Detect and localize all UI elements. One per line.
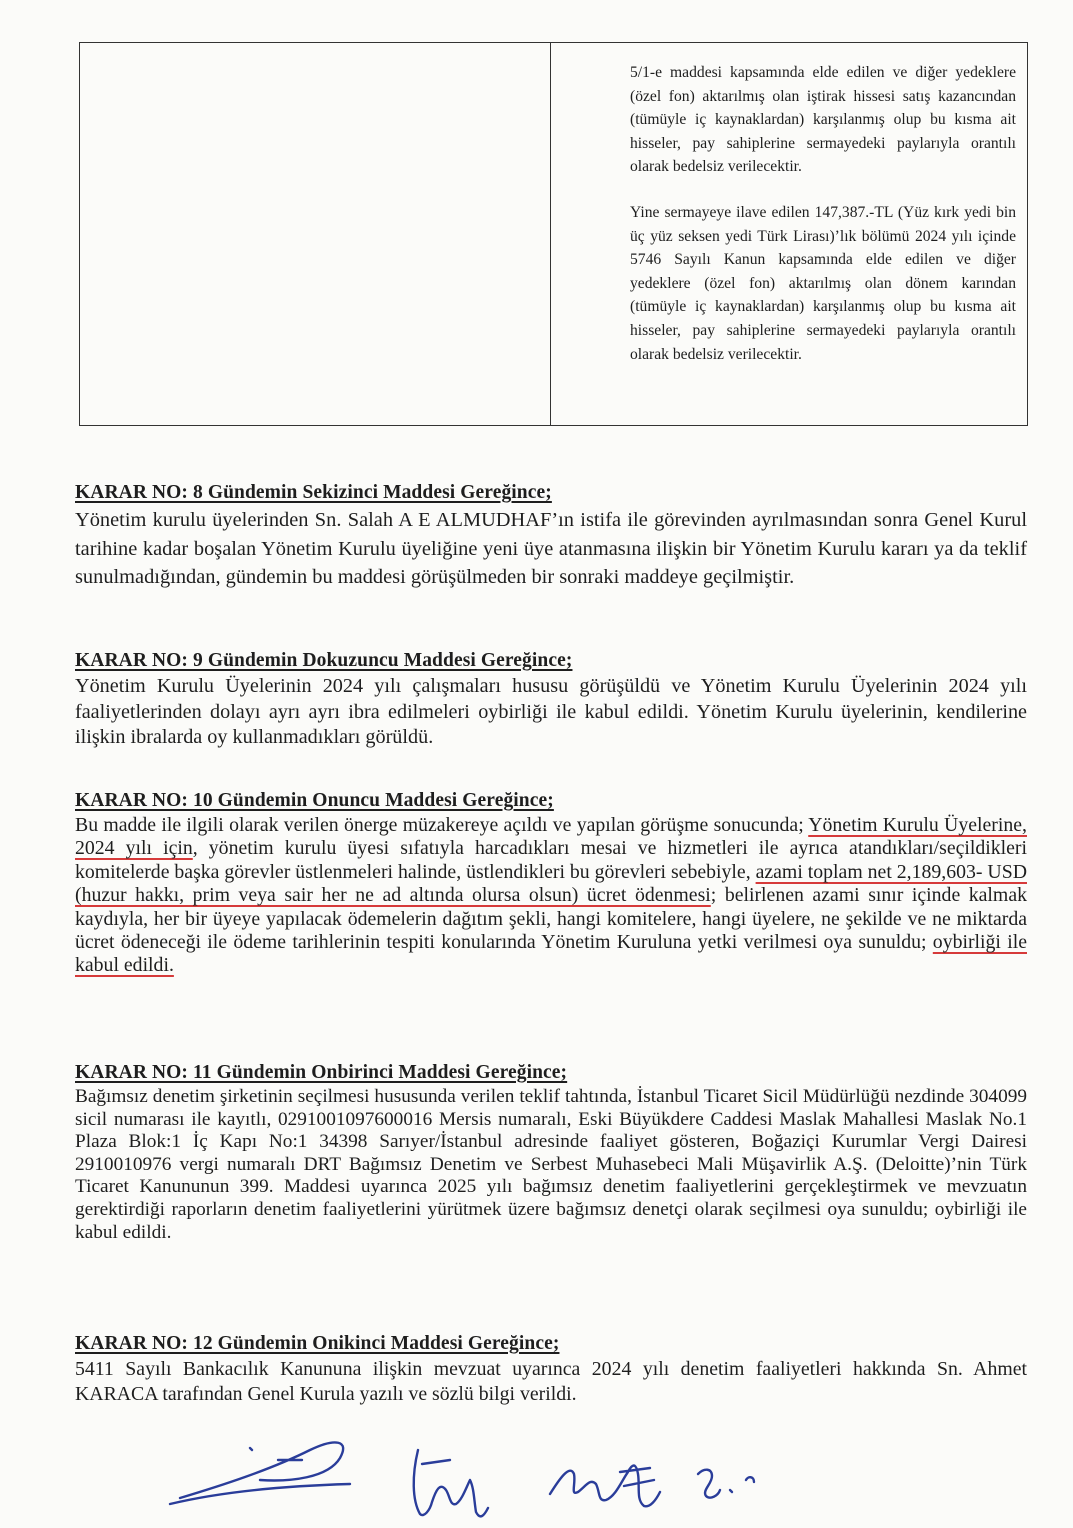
decision-9: [75, 650, 1027, 751]
table-paragraph-1: 5/1-e maddesi kapsamında elde edilen ve diğer yedeklere (özel fon) aktarılmış olan iştirak hissesi satış kazancından (tümüyle iç kaynaklardan) karşılanmış olup bu kısma ait hisseler, pay sahiplerine sermayedeki paylarıyla orantılı olarak bedelsiz verilecektir.: [630, 64, 1016, 176]
decision-8-body: Yönetim kurulu üyelerinden Sn. Salah A E ALMUDHAF’ın istifa ile görevinden ayrılmasından sonra Genel Kurul tarihine kadar boşalan Yönetim Kurulu üyeliğine yeni üye atanmasına ilişkin bir Yönetim Kurulu kararı ya da teklif sunulmadığından, gündemin bu maddesi görüşülmeden bir sonraki maddeye geçilmiştir.: [75, 509, 1027, 589]
signature-2: [414, 1450, 488, 1516]
decision-10-text-1: Bu madde ile ilgili olarak verilen önerge müzakereye açıldı ve yapılan görüşme sonucunda;: [75, 814, 809, 836]
decision-11-heading: KARAR NO: 11 Gündemin Onbirinci Maddesi Gereğince;: [75, 1062, 568, 1083]
decision-12-heading: KARAR NO: 12 Gündemin Onikinci Maddesi Gereğince;: [75, 1333, 560, 1354]
decision-12-body: 5411 Sayılı Bankacılık Kanununa ilişkin mevzuat uyarınca 2024 yılı denetim faaliyetleri hakkında Sn. Ahmet KARACA tarafından Genel Kurula yazılı ve sözlü bilgi verildi.: [75, 1358, 1027, 1405]
decision-10: [75, 790, 1027, 978]
decision-9-body: Yönetim Kurulu Üyelerinin 2024 yılı çalışmaları hususu görüşüldü ve Yönetim Kurulu Üyelerinin 2024 yılı faaliyetlerinden dolayı ayrı ayrı ibra edilmeleri oybirliği ile kabul edildi. Yönetim Kurulu üyelerinin, kendilerine ilişkin ibralarda oy kullanmadıkları görüldü.: [75, 675, 1027, 748]
decision-10-highlight-2: azami toplam net 2,189,603- USD (huzur hakkı, prim veya sair her ne ad altında olursa olsun) ücret ödenmesi: [75, 860, 1027, 907]
decision-11-body: Bağımsız denetim şirketinin seçilmesi hususunda verilen teklif tahtında, İstanbul Ticaret Sicil Müdürlüğü nezdinde 304099 sicil numarası ile kayıtlı, 0291001097600016 Mersis numaralı, Eski Büyükdere Caddesi Maslak Mahallesi Maslak No.1 Plaza Blok:1 İç Kapı No:1 34398 Sarıyer/İstanbul adresinde faaliyet gösteren, Boğaziçi Kurumlar Vergi Dairesi 2910010976 vergi numaralı DRT Bağımsız Denetim ve Serbest Muhasebeci Mali Müşavirlik A.Ş. (Deloitte)’nin Türk Ticaret Kanununun 399. Maddesi uyarınca 2025 yılı bağımsız denetim faaliyetlerini gerçekleştirmek ve mevzuatın gerektirdiği raporların denetim faaliyetlerini yürütmek üzere bağımsız denetçi olarak seçilmesi oya sunuldu; oybirliği ile kabul edildi.: [75, 1086, 1027, 1243]
decision-9-heading: KARAR NO: 9 Gündemin Dokuzuncu Maddesi Gereğince;: [75, 650, 573, 671]
continuation-table: [79, 42, 1028, 426]
decision-8: [75, 482, 1027, 592]
decision-10-body: [75, 814, 1027, 978]
signatures: [150, 1420, 850, 1525]
table-cell-right: [551, 43, 1027, 425]
signature-4: [698, 1470, 754, 1498]
table-cell-left: [80, 43, 551, 425]
decision-8-heading: KARAR NO: 8 Gündemin Sekizinci Maddesi Gereğince;: [75, 482, 552, 503]
decision-10-heading: KARAR NO: 10 Gündemin Onuncu Maddesi Gereğince;: [75, 790, 554, 811]
decision-10-highlight-3: oybirliği ile kabul edildi.: [75, 931, 1027, 977]
decision-10-text-2: , yönetim kurulu üyesi sıfatıyla harcadıkları mesai ve hizmetleri ile ayrıca atandıkları/seçildikleri komitelerde başka görevler üstlenmeleri halinde, üstlendikleri bu görevleri sebebiyle,: [75, 837, 1028, 883]
decision-10-highlight-1: Yönetim Kurulu Üyelerine, 2024 yılı için: [75, 814, 1027, 860]
decision-12: [75, 1333, 1027, 1406]
decision-11: [75, 1062, 1027, 1244]
table-paragraph-2: Yine sermayeye ilave edilen 147,387.-TL (Yüz kırk yedi bin üç yüz seksen yedi Türk Lirası)’lık bölümü 2024 yılı içinde 5746 Sayılı Kanun kapsamında elde edilen ve diğer yedeklere (özel fon) aktarılmış olan dönem karından (tümüyle iç kaynaklardan) karşılanmış olup bu kısma ait hisseler, pay sahiplerine sermayedeki paylarıyla orantılı olarak bedelsiz verilecektir.: [630, 203, 1016, 363]
signature-1: [170, 1442, 350, 1504]
signature-3: [550, 1466, 660, 1507]
decision-10-text-3: ; belirlenen azami sınır içinde kalmak kaydıyla, her bir üyeye yapılacak ödemelerin dağıtım şekli, hangi komitelere, hangi üyelere, ne şekilde ve ne miktarda ücret ödeneceği ile ödeme tarihlerinin tespiti konularında Yönetim Kuruluna yetki verilmesi oya sunuldu;: [75, 884, 1027, 954]
